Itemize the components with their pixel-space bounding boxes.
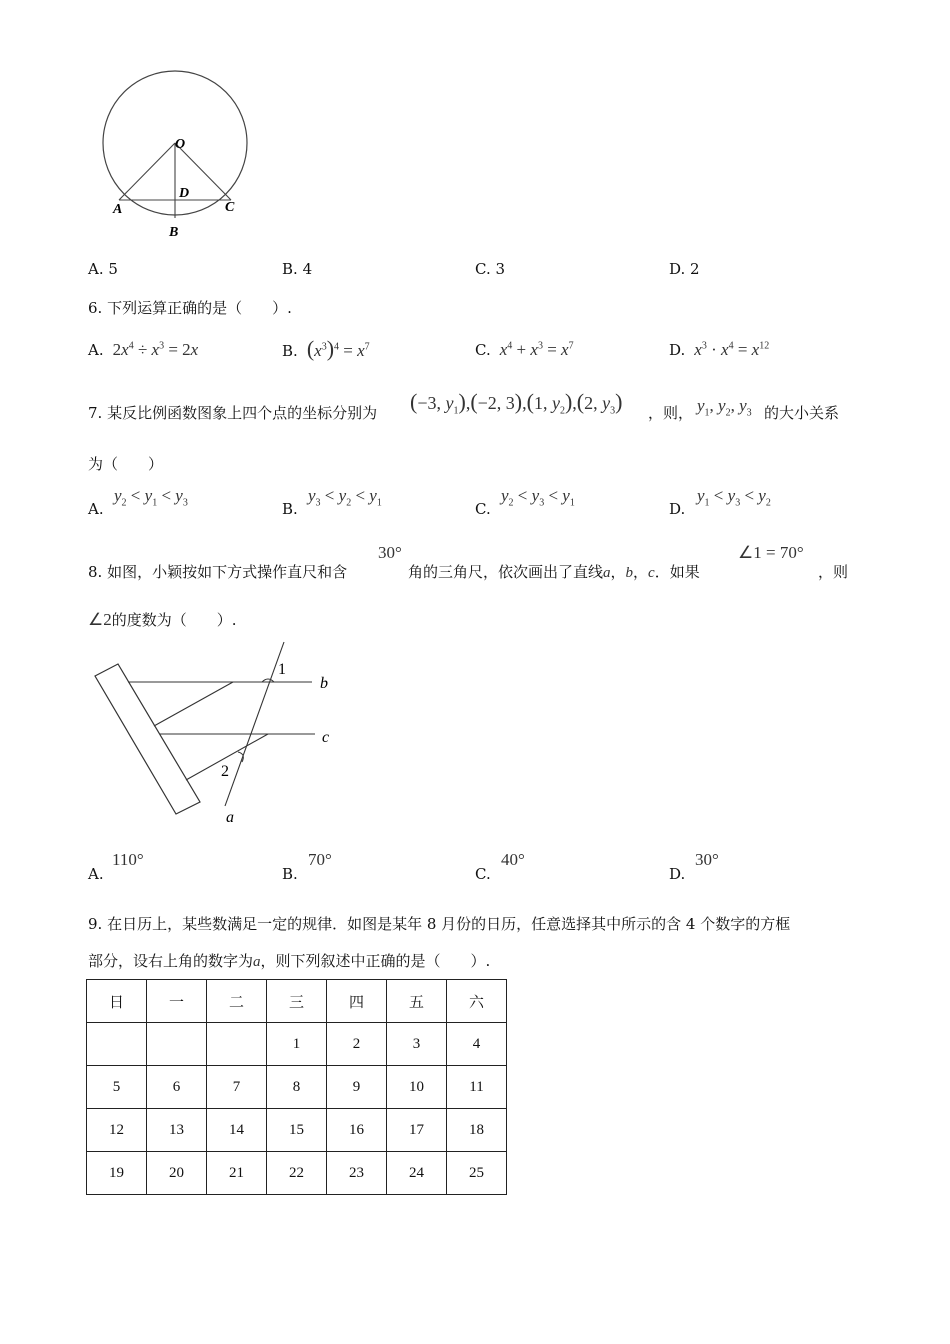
- q7-option-b: B.: [282, 500, 298, 518]
- q7-stem-line2: 为（ ）: [88, 455, 164, 473]
- q9-stem-line2: 部分，设右上角的数字为a，则下列叙述中正确的是（ ）.: [88, 952, 491, 970]
- calendar-cell: 20: [147, 1152, 207, 1195]
- q7-then: ，则，: [648, 404, 694, 422]
- q6-formula-d: $x^3 \cdot x^4 = x^{12}$: [694, 340, 770, 359]
- calendar-header-row: [87, 980, 507, 1023]
- q7-vars: $y_1$, $y_2$, $y_3$: [697, 396, 752, 419]
- calendar-cell: 25: [447, 1152, 507, 1195]
- q7-formula-b: $y_3 < y_2 < y_1$: [308, 486, 382, 509]
- calendar-cell: 11: [447, 1066, 507, 1109]
- calendar-cell: 5: [87, 1066, 147, 1109]
- calendar-cell: 22: [267, 1152, 327, 1195]
- q8-option-c-value: 40°: [501, 850, 525, 869]
- q7-formula-d: $y_1 < y_3 < y_2$: [697, 486, 771, 509]
- q8-option-d-value: 30°: [695, 850, 719, 869]
- label-a: A: [113, 202, 123, 217]
- q5-option-a: A. 5: [88, 260, 118, 278]
- calendar-row: [87, 1023, 507, 1066]
- label-b: B: [169, 225, 179, 240]
- calendar-cell: [147, 1023, 207, 1066]
- calendar-cell: 17: [387, 1109, 447, 1152]
- q6-option-d: D. $x^3 \cdot x^4 = x^{12}$: [669, 340, 770, 359]
- calendar-row: [87, 1152, 507, 1195]
- calendar-cell: 4: [447, 1023, 507, 1066]
- q8-stem-a: 8. 如图，小颖按如下方式操作直尺和含: [88, 563, 348, 581]
- calendar-cell: 6: [147, 1066, 207, 1109]
- q9-stem-line1: 9. 在日历上，某些数满足一定的规律．如图是某年 8 月份的日历，任意选择其中所示的含 4 个数字的方框: [88, 915, 791, 933]
- calendar-cell: 9: [327, 1066, 387, 1109]
- calendar-cell: 19: [87, 1152, 147, 1195]
- q7-formula-c: $y_2 < y_3 < y_1$: [501, 486, 575, 509]
- q8-option-b-value: 70°: [308, 850, 332, 869]
- calendar-cell: 12: [87, 1109, 147, 1152]
- q5-option-c: C. 3: [475, 260, 506, 278]
- q7-option-d: D.: [669, 500, 686, 518]
- q6-formula-a: $2x^4 \div x^3 = 2x$: [108, 340, 199, 359]
- q8-stem-line2: ∠2的度数为（ ）.: [88, 610, 237, 629]
- calendar-header-cell: 五: [387, 980, 447, 1023]
- q7-stem-line1: 7. 某反比例函数图象上四个点的坐标分别为: [88, 404, 378, 422]
- q8-option-d: D.: [669, 865, 686, 883]
- calendar-header-cell: 二: [207, 980, 267, 1023]
- q8-option-b: B.: [282, 865, 298, 883]
- calendar-cell: 21: [207, 1152, 267, 1195]
- calendar-header-cell: 三: [267, 980, 327, 1023]
- calendar-header-cell: 一: [147, 980, 207, 1023]
- calendar-cell: 1: [267, 1023, 327, 1066]
- q7-option-c: C.: [475, 500, 491, 518]
- q8-then: ，则: [818, 563, 849, 581]
- fig-label-1: 1: [278, 661, 286, 678]
- calendar-cell: 2: [327, 1023, 387, 1066]
- label-o: O: [175, 137, 186, 152]
- circle-figure: [95, 70, 260, 245]
- calendar-cell: 24: [387, 1152, 447, 1195]
- fig-label-2: 2: [221, 763, 229, 780]
- q8-stem-line1: 角的三角尺，依次画出了直线a，b，c．如果: [408, 563, 700, 581]
- fig-label-b: b: [320, 675, 328, 692]
- calendar-cell: 16: [327, 1109, 387, 1152]
- q6-formula-c: $x^4 + x^3 = x^7$: [499, 340, 574, 359]
- calendar-row: [87, 1066, 507, 1109]
- calendar-header-cell: 六: [447, 980, 507, 1023]
- q7-compare: 的大小关系: [764, 404, 840, 422]
- calendar-cell: [207, 1023, 267, 1066]
- fig-label-a: a: [226, 809, 234, 826]
- fig-label-c: c: [322, 729, 330, 746]
- q7-formula-a: $y_2 < y_1 < y_3$: [114, 486, 188, 509]
- calendar-cell: 10: [387, 1066, 447, 1109]
- q7-points: (−3, $y_1),(-2$, 3),(1, $y_2),(2$, $y_3$): [410, 389, 623, 417]
- q5-option-b: B. 4: [282, 260, 313, 278]
- q6-stem: 6. 下列运算正确的是（ ）.: [88, 299, 292, 317]
- ruler-triangle-figure: [90, 636, 350, 826]
- q6-option-a: A. $2x^4 \div x^3 = 2x$: [88, 340, 199, 359]
- q7-option-a: A.: [88, 500, 104, 518]
- calendar-cell: 8: [267, 1066, 327, 1109]
- q6-option-c: C. $x^4 + x^3 = x^7$: [475, 340, 574, 359]
- calendar-row: [87, 1109, 507, 1152]
- calendar-cell: 3: [387, 1023, 447, 1066]
- calendar-cell: 14: [207, 1109, 267, 1152]
- q8-angle-1: ∠1 = 70°: [738, 543, 804, 562]
- q8-option-c: C.: [475, 865, 491, 883]
- label-c: C: [225, 200, 235, 215]
- calendar-cell: 18: [447, 1109, 507, 1152]
- calendar-cell: 15: [267, 1109, 327, 1152]
- calendar-cell: 23: [327, 1152, 387, 1195]
- q8-angle-30: 30°: [378, 543, 402, 562]
- calendar-cell: 13: [147, 1109, 207, 1152]
- q8-option-a: A.: [88, 865, 104, 883]
- label-d: D: [179, 186, 190, 201]
- calendar-header-cell: 四: [327, 980, 387, 1023]
- calendar-table: [86, 979, 507, 1195]
- q6-option-b: B. $(x^3)^4 = x^7$: [282, 336, 370, 361]
- q6-formula-b: $(x^3)^4 = x^7$: [306, 336, 370, 361]
- q5-option-d: D. 2: [669, 260, 700, 278]
- calendar-header-cell: 日: [87, 980, 147, 1023]
- q8-option-a-value: 110°: [112, 850, 144, 869]
- calendar-cell: [87, 1023, 147, 1066]
- calendar-cell: 7: [207, 1066, 267, 1109]
